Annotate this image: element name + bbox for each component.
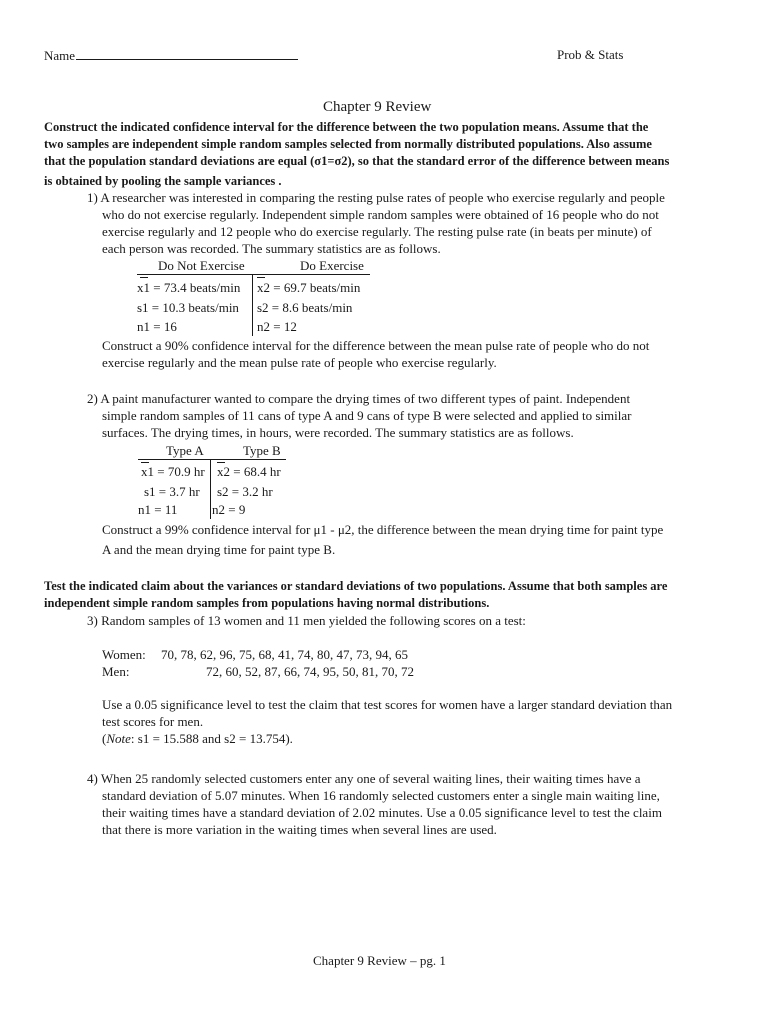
p1-n2: n2 = 12 xyxy=(257,319,297,334)
problem2-question-line-2: A and the mean drying time for paint type B. xyxy=(102,542,336,557)
note-label: Note xyxy=(106,731,131,746)
problem3-question-line-1: Use a 0.05 significance level to test the claim that test scores for women have a larger standard deviation than xyxy=(102,697,673,712)
p2-x2: x2 = 68.4 hr xyxy=(217,464,281,479)
p2-xbar2-overline xyxy=(217,462,225,463)
name-label-text: Name xyxy=(44,48,76,63)
section1-instructions-line-3: that the population standard deviations are equal (σ1=σ2), so that the standard error of the difference between means xyxy=(44,154,670,168)
p2-xbar1-overline xyxy=(141,462,149,463)
men-label: Men: xyxy=(102,664,130,679)
p2-column-divider xyxy=(210,459,211,519)
p2-n1: n1 = 11 xyxy=(138,502,178,517)
p2-n2: n2 = 9 xyxy=(212,502,246,517)
problem1-line-3: exercise regularly and 12 people who do exercise regularly. The resting pulse rate (in beats per minute) of xyxy=(102,224,652,239)
name-field-line xyxy=(76,47,298,60)
p1-n1: n1 = 16 xyxy=(137,319,177,334)
problem3-intro: 3) Random samples of 13 women and 11 men yielded the following scores on a test: xyxy=(87,613,526,628)
men-scores: 72, 60, 52, 87, 66, 74, 95, 50, 81, 70, 72 xyxy=(206,664,414,679)
problem4-line-2: standard deviation of 5.07 minutes. When 16 randomly selected customers enter a single main waiting line, xyxy=(102,788,660,803)
problem4-line-3: their waiting times have a standard deviation of 2.02 minutes. Use a 0.05 significance level to test the claim xyxy=(102,805,662,820)
p1-column-divider xyxy=(252,274,253,336)
p1-col1-header: Do Not Exercise xyxy=(158,258,245,273)
problem3-note: (Note: s1 = 15.588 and s2 = 13.754). xyxy=(102,731,293,746)
problem4-line-1: 4) When 25 randomly selected customers enter any one of several waiting lines, their waiting times have a xyxy=(87,771,641,786)
p1-s1: s1 = 10.3 beats/min xyxy=(137,300,239,315)
p2-header-rule xyxy=(138,459,286,460)
problem2-line-1: 2) A paint manufacturer wanted to compare the drying times of two different types of paint. Independent xyxy=(87,391,631,406)
p2-x1: x1 = 70.9 hr xyxy=(141,464,205,479)
page-footer: Chapter 9 Review – pg. 1 xyxy=(313,953,446,968)
name-label xyxy=(44,47,298,64)
problem1-line-1: 1) A researcher was interested in comparing the resting pulse rates of people who exercise regularly and people xyxy=(87,190,665,205)
problem1-question-line-2: exercise regularly and the mean pulse rate of people who exercise regularly. xyxy=(102,355,497,370)
page-title: Chapter 9 Review xyxy=(323,99,432,115)
section2-instructions-line-1: Test the indicated claim about the variances or standard deviations of two populations. Assume that both samples are xyxy=(44,579,668,593)
section2-instructions-line-2: independent simple random samples from populations having normal distributions. xyxy=(44,596,490,610)
section1-instructions-line-4: is obtained by pooling the sample variances . xyxy=(44,174,282,188)
p2-col1-header: Type A xyxy=(166,443,204,458)
p1-x2: x2 = 69.7 beats/min xyxy=(257,280,361,295)
p1-header-rule xyxy=(137,274,370,275)
problem2-line-2: simple random samples of 11 cans of type A and 9 cans of type B were selected and applied to similar xyxy=(102,408,632,423)
problem2-line-3: surfaces. The drying times, in hours, were recorded. The summary statistics are as follows. xyxy=(102,425,574,440)
section1-instructions-line-1: Construct the indicated confidence interval for the difference between the two population means. Assume that the xyxy=(44,120,649,134)
problem1-line-2: who do not exercise regularly. Independent simple random samples were obtained of 16 people who do not xyxy=(102,207,659,222)
problem1-question-line-1: Construct a 90% confidence interval for the difference between the mean pulse rate of people who do not xyxy=(102,338,650,353)
p2-s1: s1 = 3.7 hr xyxy=(144,484,200,499)
problem3-question-line-2: test scores for men. xyxy=(102,714,204,729)
problem4-line-4: that there is more variation in the waiting times when several lines are used. xyxy=(102,822,497,837)
section1-instructions-line-2: two samples are independent simple random samples selected from normally distributed populations. Also assume xyxy=(44,137,652,151)
p1-xbar1-overline xyxy=(140,277,148,278)
note-text: : s1 = 15.588 and s2 = 13.754). xyxy=(130,731,293,746)
p1-s2: s2 = 8.6 beats/min xyxy=(257,300,353,315)
p2-s2: s2 = 3.2 hr xyxy=(217,484,273,499)
problem2-question-line-1: Construct a 99% confidence interval for μ1 - μ2, the difference between the mean drying time for paint type xyxy=(102,522,664,537)
p2-col2-header: Type B xyxy=(243,443,281,458)
course-label: Prob & Stats xyxy=(557,47,624,62)
p1-col2-header: Do Exercise xyxy=(300,258,364,273)
women-scores: 70, 78, 62, 96, 75, 68, 41, 74, 80, 47, 73, 94, 65 xyxy=(161,647,408,662)
women-label: Women: xyxy=(102,647,146,662)
p1-x1: x1 = 73.4 beats/min xyxy=(137,280,241,295)
problem1-line-4: each person was recorded. The summary statistics are as follows. xyxy=(102,241,441,256)
p1-xbar2-overline xyxy=(257,277,265,278)
